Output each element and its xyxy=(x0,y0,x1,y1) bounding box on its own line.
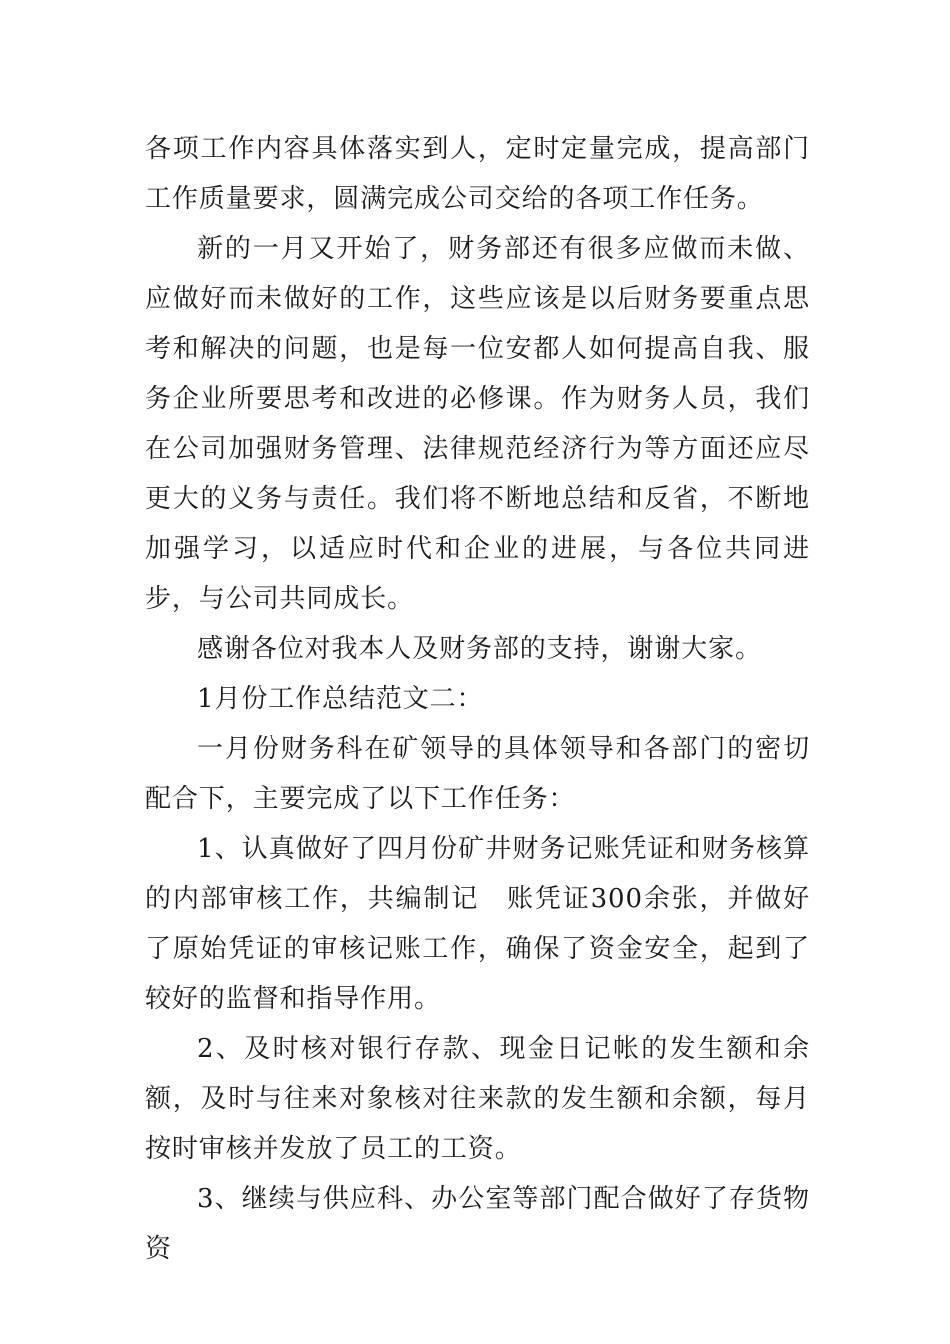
section-heading: 1月份工作总结范文二： xyxy=(197,684,484,714)
paragraph-3: 感谢各位对我本人及财务部的支持，谢谢大家。 xyxy=(197,634,762,664)
paragraph-5: 一月份财务科在矿领导的具体领导和各部门的密切配合下，主要完成了以下工作任务： xyxy=(145,734,810,814)
list-item-2: 2、及时核对银行存款、现金日记帐的发生额和余额，及时与往来对象核对往来款的发生额和余额，每月按时审核并发放了员工的工资。 xyxy=(145,1034,810,1164)
paragraph-1: 各项工作内容具体落实到人，定时定量完成，提高部门工作质量要求，圆满完成公司交给的各项工作任务。 xyxy=(145,134,810,214)
paragraph-2: 新的一月又开始了，财务部还有很多应做而未做、应做好而未做好的工作，这些应该是以后财务要重点思考和解决的问题，也是每一位安都人如何提高自我、服务企业所要思考和改进的必修课。作为财务人员，我们在公司加强财务管理、法律规范经济行为等方面还应尽更大的义务与责任。我们将不断地总结和反省，不断地加强学习，以适应时代和企业的进展，与各位共同进步，与公司共同成长。 xyxy=(145,234,810,614)
list-item-1: 1、认真做好了四月份矿井财务记账凭证和财务核算的内部审核工作，共编制记 账凭证300余张，并做好了原始凭证的审核记账工作，确保了资金安全，起到了较好的监督和指导作用。 xyxy=(145,834,810,1014)
document-body xyxy=(145,124,810,1274)
list-item-3: 3、继续与供应科、办公室等部门配合做好了存货物资 xyxy=(145,1184,810,1264)
